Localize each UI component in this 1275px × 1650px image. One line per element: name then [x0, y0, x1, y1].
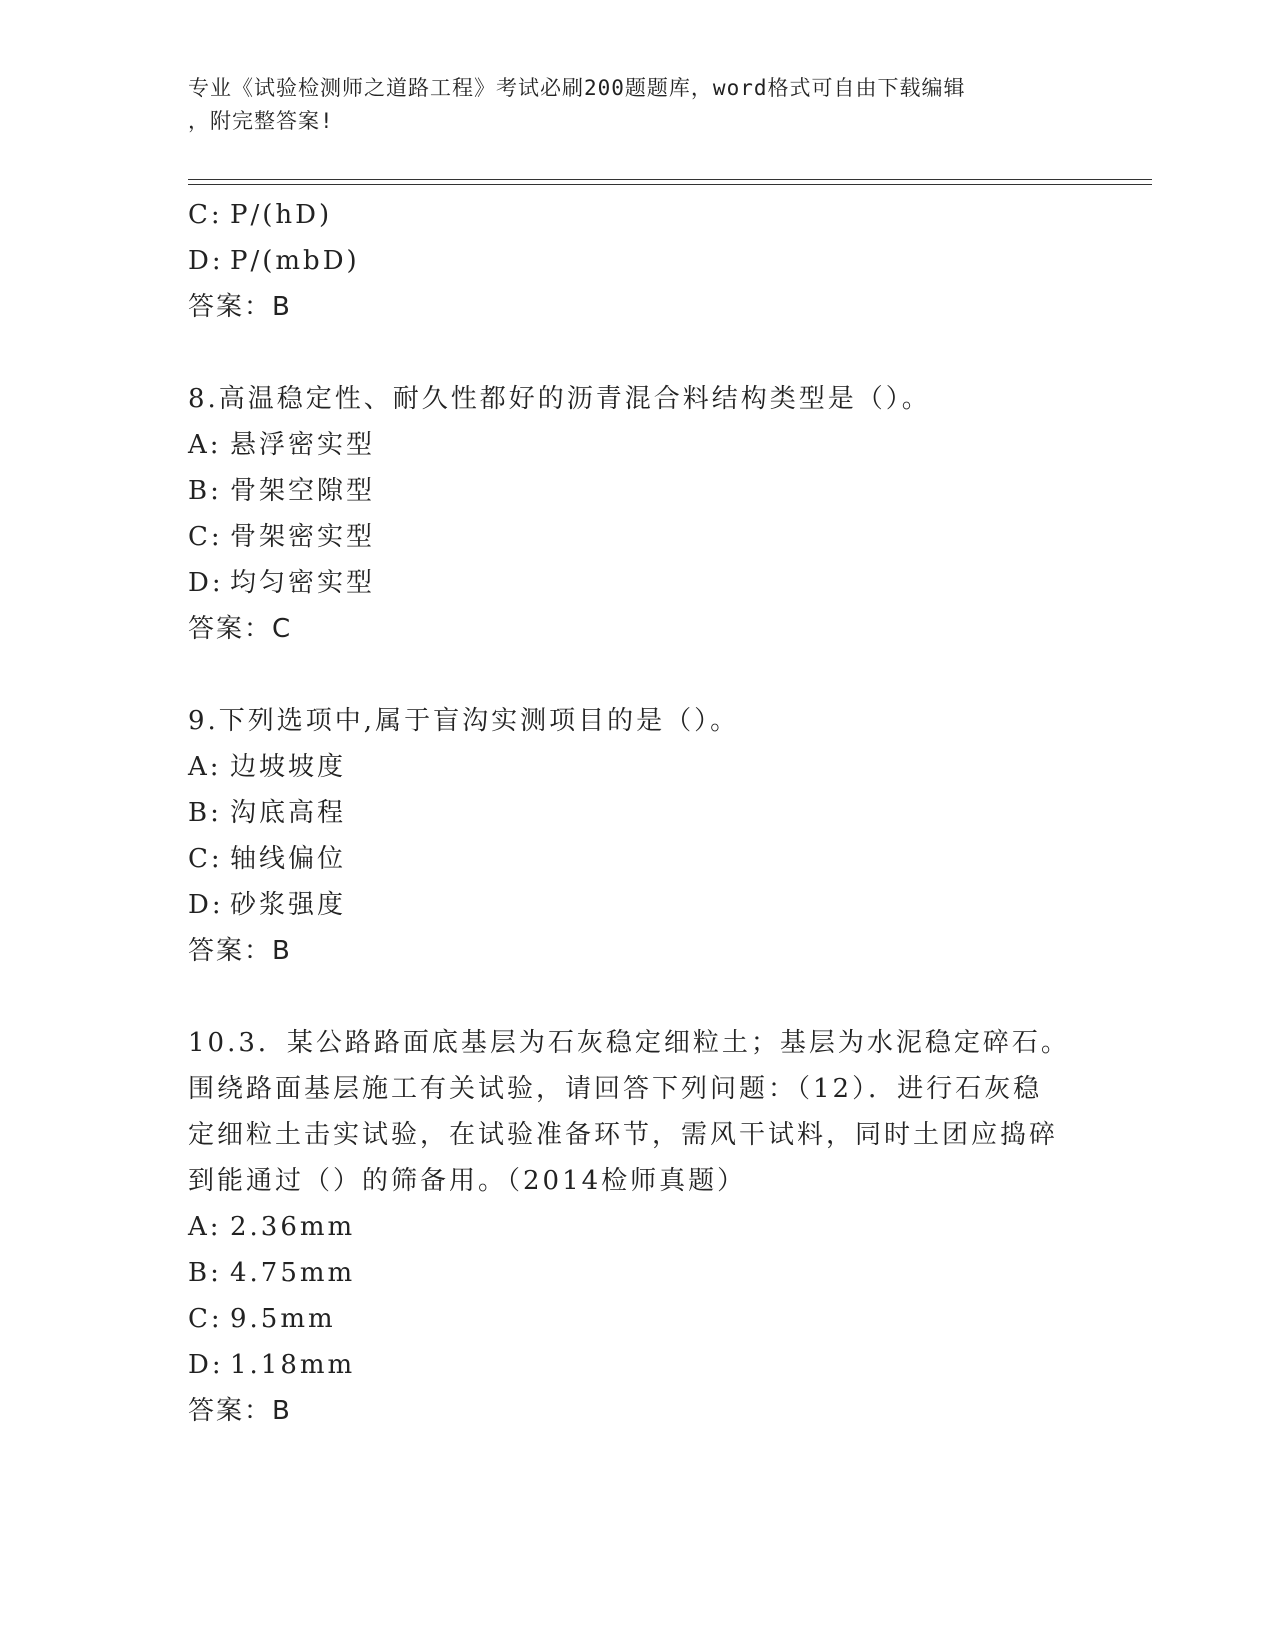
question-content: [188, 192, 1068, 1434]
option-d: [188, 560, 1068, 606]
option-d: [188, 1342, 1068, 1388]
option-label: B:: [188, 476, 222, 506]
option-label: C:: [188, 1304, 223, 1334]
answer-line: 答案：B: [188, 936, 292, 966]
option-text: 9.5mm: [230, 1304, 336, 1334]
option-d: [188, 882, 1068, 928]
answer-line: 答案：B: [188, 1396, 292, 1426]
option-c: [188, 1296, 1068, 1342]
question-9: [188, 698, 1068, 974]
option-a: [188, 1204, 1068, 1250]
spacer: [188, 330, 1068, 376]
option-label: D:: [188, 246, 224, 276]
question-stem-line-3: 定细粒土击实试验，在试验准备环节，需风干试料，同时土团应捣碎: [188, 1120, 1059, 1150]
option-text: P/(mbD): [230, 246, 360, 276]
option-b: [188, 790, 1068, 836]
option-b: [188, 468, 1068, 514]
option-text: 2.36mm: [230, 1212, 356, 1242]
header-divider-bottom: [188, 184, 1152, 185]
option-text: 4.75mm: [230, 1258, 356, 1288]
option-a: [188, 744, 1068, 790]
option-text: 骨架空隙型: [230, 476, 376, 506]
option-text: 1.18mm: [230, 1350, 356, 1380]
header-title-line-1: 专业《试验检测师之道路工程》考试必刷200题题库，word格式可自由下载编辑: [188, 76, 966, 100]
option-text: 边坡坡度: [230, 752, 347, 782]
option-label: C:: [188, 844, 223, 874]
option-text: 均匀密实型: [230, 568, 376, 598]
spacer: [188, 974, 1068, 1020]
option-label: D:: [188, 568, 224, 598]
option-b: [188, 1250, 1068, 1296]
option-label: A:: [188, 430, 222, 460]
header-divider-top: [188, 179, 1152, 180]
question-10: [188, 1020, 1068, 1434]
question-8: [188, 376, 1068, 652]
option-label: C:: [188, 200, 223, 230]
question-stem-line-2: 围绕路面基层施工有关试验，请回答下列问题：（12）．进行石灰稳: [188, 1074, 1043, 1104]
option-label: C:: [188, 522, 223, 552]
question-stem: 9.下列选项中,属于盲沟实测项目的是（）。: [188, 706, 740, 736]
option-label: B:: [188, 1258, 222, 1288]
question-7-continuation: [188, 192, 1068, 330]
answer-line: 答案：C: [188, 614, 293, 644]
option-text: P/(hD): [230, 200, 333, 230]
option-label: A:: [188, 1212, 222, 1242]
spacer: [188, 652, 1068, 698]
option-text: 沟底高程: [230, 798, 347, 828]
option-label: D:: [188, 890, 224, 920]
option-text: 骨架密实型: [230, 522, 376, 552]
option-label: B:: [188, 798, 222, 828]
option-text: 轴线偏位: [230, 844, 347, 874]
option-label: D:: [188, 1350, 224, 1380]
option-text: 悬浮密实型: [230, 430, 376, 460]
option-label: A:: [188, 752, 222, 782]
header-title-line-2: ，附完整答案!: [188, 109, 334, 133]
document-header: [188, 72, 1088, 138]
option-c: [188, 836, 1068, 882]
option-text: 砂浆强度: [230, 890, 347, 920]
option-c: [188, 192, 1068, 238]
question-stem-line-1: 10.3．某公路路面底基层为石灰稳定细粒土；基层为水泥稳定碎石。: [188, 1028, 1070, 1058]
option-a: [188, 422, 1068, 468]
option-d: [188, 238, 1068, 284]
option-c: [188, 514, 1068, 560]
question-stem-line-4: 到能通过（）的筛备用。（2014检师真题）: [188, 1166, 747, 1196]
answer-line: 答案：B: [188, 292, 292, 322]
question-stem: 8.高温稳定性、耐久性都好的沥青混合料结构类型是（）。: [188, 384, 931, 414]
